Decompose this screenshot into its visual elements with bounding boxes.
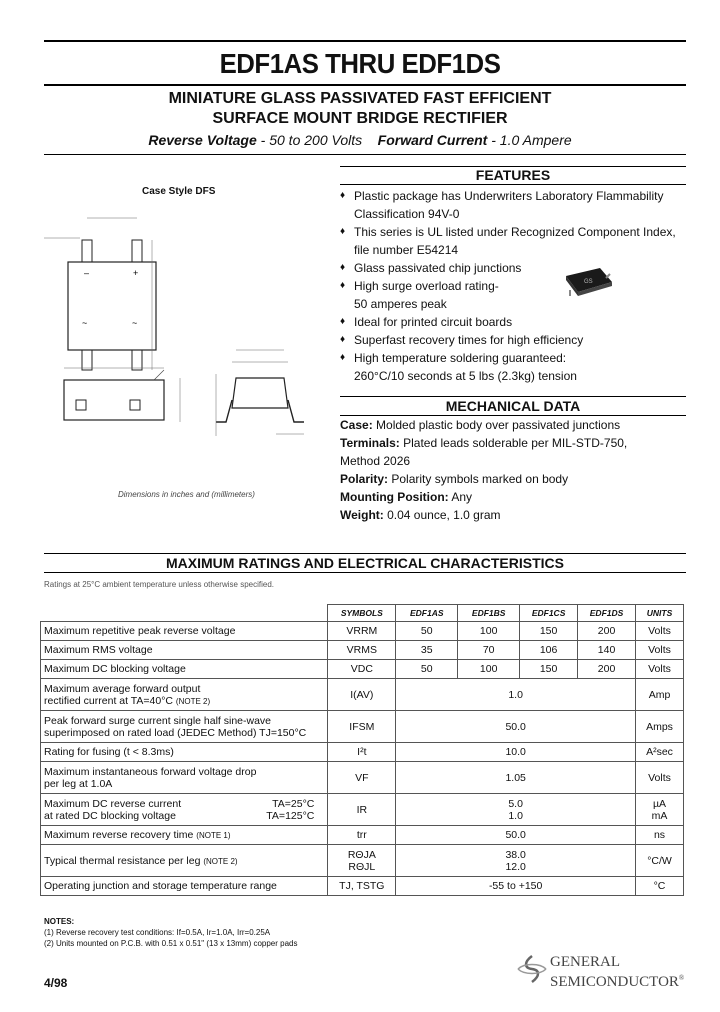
unit-line: mA <box>651 809 668 822</box>
col-edf1cs: EDF1CS <box>520 605 578 622</box>
reverse-voltage-value: - 50 to 200 Volts <box>256 132 363 148</box>
header-blank <box>41 605 328 622</box>
ratings-rule-top <box>44 553 686 554</box>
terminals-text: Plated leads solderable per MIL-STD-750, <box>399 436 628 450</box>
param-cell <box>41 679 328 711</box>
symbol-cell: VRMS <box>328 641 396 660</box>
col-edf1as: EDF1AS <box>396 605 458 622</box>
table-row <box>41 877 684 896</box>
registered-mark: ® <box>678 974 685 982</box>
symbol-cell: VRRM <box>328 622 396 641</box>
feature-item-cont: 260°C/10 seconds at 5 lbs (2.3kg) tension <box>354 369 577 383</box>
feature-item: ♦ Superfast recovery times for high efficiency <box>340 331 686 349</box>
svg-text:GS: GS <box>584 279 593 285</box>
page-title: EDF1AS THRU EDF1DS <box>219 48 501 79</box>
symbol-cell: VF <box>328 762 396 794</box>
value-cell <box>396 845 636 877</box>
ratings-table <box>40 604 684 896</box>
svg-text:~: ~ <box>82 318 88 328</box>
company-name <box>550 954 684 990</box>
mech-weight <box>340 506 686 524</box>
table-row <box>41 743 684 762</box>
param-cell <box>41 826 328 845</box>
condition: TA=25°C <box>272 797 315 810</box>
value-line: 1.0 <box>508 809 523 822</box>
polarity-label: Polarity: <box>340 472 389 486</box>
unit-cell: °C <box>636 877 684 896</box>
unit-cell: Amps <box>636 711 684 743</box>
value-cell: 70 <box>458 641 520 660</box>
svg-text:–: – <box>84 268 90 278</box>
unit-cell: ns <box>636 826 684 845</box>
value-cell: -55 to +150 <box>396 877 636 896</box>
value-cell: 50 <box>396 622 458 641</box>
note-ref: (NOTE 2) <box>175 696 211 706</box>
rating-summary <box>0 132 720 148</box>
mech-terminals <box>340 434 686 452</box>
symbol-cell: trr <box>328 826 396 845</box>
mounting-text: Any <box>448 490 472 504</box>
mechanical-data <box>340 416 686 524</box>
value-cell: 200 <box>578 660 636 679</box>
weight-text: 0.04 ounce, 1.0 gram <box>383 508 501 522</box>
param-line-row <box>44 798 324 810</box>
table-row <box>41 660 684 679</box>
table-row <box>41 826 684 845</box>
value-line: 12.0 <box>505 860 526 873</box>
symbol-cell: I²t <box>328 743 396 762</box>
feature-item-cont: 50 amperes peak <box>354 297 447 311</box>
param-line: Maximum average forward output <box>44 682 201 695</box>
company-logo-mark <box>514 954 550 984</box>
feature-item: ♦ High temperature soldering guaranteed: <box>340 349 686 367</box>
mech-terminals-cont: Method 2026 <box>340 454 411 468</box>
brand-line-2 <box>550 970 684 990</box>
weight-label: Weight: <box>340 508 384 522</box>
value-cell: 140 <box>578 641 636 660</box>
value-line: 5.0 <box>508 797 523 810</box>
case-label: Case: <box>340 418 373 432</box>
param-cell: Maximum DC blocking voltage <box>41 660 328 679</box>
value-cell: 10.0 <box>396 743 636 762</box>
param-cell <box>41 711 328 743</box>
param-cell <box>41 762 328 794</box>
param-line: Maximum reverse recovery time <box>44 829 194 841</box>
case-text: Molded plastic body over passivated junctions <box>372 418 621 432</box>
value-cell: 100 <box>458 622 520 641</box>
features-rule-bottom <box>340 184 686 185</box>
ratings-heading: MAXIMUM RATINGS AND ELECTRICAL CHARACTERISTICS <box>166 555 564 571</box>
table-row <box>41 641 684 660</box>
unit-cell <box>636 794 684 826</box>
param-cell <box>41 845 328 877</box>
value-cell <box>396 794 636 826</box>
symbol-cell: I(AV) <box>328 679 396 711</box>
feature-item: ♦ High surge overload rating- <box>340 277 686 295</box>
unit-cell: A²sec <box>636 743 684 762</box>
feature-item: ♦ Ideal for printed circuit boards <box>340 313 686 331</box>
unit-cell: Volts <box>636 660 684 679</box>
value-cell: 106 <box>520 641 578 660</box>
features-heading: FEATURES <box>475 167 551 183</box>
top-rule <box>44 40 686 42</box>
subtitle-line-1: MINIATURE GLASS PASSIVATED FAST EFFICIENT <box>168 90 552 107</box>
features-list <box>340 187 686 385</box>
svg-text:~: ~ <box>132 318 138 328</box>
col-symbols: SYMBOLS <box>328 605 396 622</box>
brand-text: SEMICONDUCTOR <box>550 974 679 990</box>
polarity-text: Polarity symbols marked on body <box>388 472 569 486</box>
svg-text:+: + <box>133 268 139 278</box>
param-line: Peak forward surge current single half sine-wave <box>44 714 272 727</box>
symbol-line: RΘJA <box>347 848 376 861</box>
param-cell: Rating for fusing (t < 8.3ms) <box>41 743 328 762</box>
table-row <box>41 762 684 794</box>
table-row <box>41 845 684 877</box>
mechanical-heading: MECHANICAL DATA <box>445 398 581 414</box>
feature-item: ♦ Plastic package has Underwriters Laboratory Flammability <box>340 187 686 205</box>
value-cell: 150 <box>520 622 578 641</box>
forward-current-value: - 1.0 Ampere <box>487 132 572 148</box>
value-cell: 100 <box>458 660 520 679</box>
terminals-label: Terminals: <box>340 436 400 450</box>
unit-cell: Volts <box>636 641 684 660</box>
note-2: (2) Units mounted on P.C.B. with 0.51 x 0.51" (13 x 13mm) copper pads <box>44 939 298 948</box>
header-bottom-rule <box>44 154 686 155</box>
unit-cell: Amp <box>636 679 684 711</box>
param-line: rectified current at TA=40°C <box>44 694 173 707</box>
mech-rule-top <box>340 396 686 397</box>
param-cell: Operating junction and storage temperature range <box>41 877 328 896</box>
feature-item: ♦ Glass passivated chip junctions <box>340 259 686 277</box>
unit-cell: °C/W <box>636 845 684 877</box>
symbol-line: RΘJL <box>348 860 376 873</box>
param-line: superimposed on rated load (JEDEC Method) TJ=150°C <box>44 726 307 739</box>
param-cell: Maximum repetitive peak reverse voltage <box>41 622 328 641</box>
feature-item: ♦ This series is UL listed under Recognized Component Index, <box>340 223 686 241</box>
table-header-row <box>41 605 684 622</box>
dimensions-note: Dimensions in inches and (millimeters) <box>118 490 255 499</box>
param-line: at rated DC blocking voltage <box>44 809 176 822</box>
unit-line: µA <box>652 797 667 810</box>
col-units: UNITS <box>636 605 684 622</box>
table-row <box>41 711 684 743</box>
param-line: per leg at 1.0A <box>44 777 113 790</box>
value-cell: 150 <box>520 660 578 679</box>
param-line: Typical thermal resistance per leg <box>44 854 201 867</box>
value-cell: 50.0 <box>396 826 636 845</box>
mech-case <box>340 416 686 434</box>
table-row <box>41 794 684 826</box>
param-line: Maximum DC reverse current <box>44 797 182 810</box>
unit-cell: Volts <box>636 762 684 794</box>
feature-item-cont: Classification 94V-0 <box>354 207 460 221</box>
value-cell: 200 <box>578 622 636 641</box>
col-edf1bs: EDF1BS <box>458 605 520 622</box>
mounting-label: Mounting Position: <box>340 490 449 504</box>
mech-polarity <box>340 470 686 488</box>
ratings-note: Ratings at 25°C ambient temperature unless otherwise specified. <box>44 580 274 589</box>
value-line: 38.0 <box>505 848 526 861</box>
mech-mounting <box>340 488 686 506</box>
condition: TA=125°C <box>266 809 315 822</box>
symbol-cell <box>328 845 396 877</box>
table-row <box>41 679 684 711</box>
symbol-cell: IR <box>328 794 396 826</box>
forward-current-label: Forward Current <box>377 132 488 148</box>
notes-block <box>44 916 297 949</box>
unit-cell: Volts <box>636 622 684 641</box>
symbol-cell: TJ, TSTG <box>328 877 396 896</box>
table-row <box>41 622 684 641</box>
value-cell: 35 <box>396 641 458 660</box>
value-cell: 1.0 <box>396 679 636 711</box>
date-code: 4/98 <box>44 976 68 990</box>
symbol-cell: VDC <box>328 660 396 679</box>
reverse-voltage-label: Reverse Voltage <box>148 132 257 148</box>
notes-heading: NOTES: <box>44 917 75 926</box>
package-photo <box>560 264 616 300</box>
note-1: (1) Reverse recovery test conditions: If=0.5A, Ir=1.0A, Irr=0.25A <box>44 928 271 937</box>
param-cell <box>41 794 328 826</box>
note-ref: (NOTE 2) <box>203 856 238 866</box>
feature-item-cont: file number E54214 <box>354 243 459 257</box>
param-line-row <box>44 810 324 822</box>
param-cell: Maximum RMS voltage <box>41 641 328 660</box>
title-rule <box>44 84 686 86</box>
case-style-title: Case Style DFS <box>142 186 216 197</box>
value-cell: 50 <box>396 660 458 679</box>
ratings-rule-bottom <box>44 572 686 573</box>
case-outline-drawing <box>40 210 310 450</box>
note-ref: (NOTE 1) <box>196 831 231 840</box>
symbol-cell: IFSM <box>328 711 396 743</box>
value-cell: 50.0 <box>396 711 636 743</box>
col-edf1ds: EDF1DS <box>578 605 636 622</box>
value-cell: 1.05 <box>396 762 636 794</box>
subtitle-line-2: SURFACE MOUNT BRIDGE RECTIFIER <box>212 110 508 127</box>
param-line: Maximum instantaneous forward voltage drop <box>44 765 257 778</box>
brand-line-1: GENERAL <box>550 954 620 970</box>
